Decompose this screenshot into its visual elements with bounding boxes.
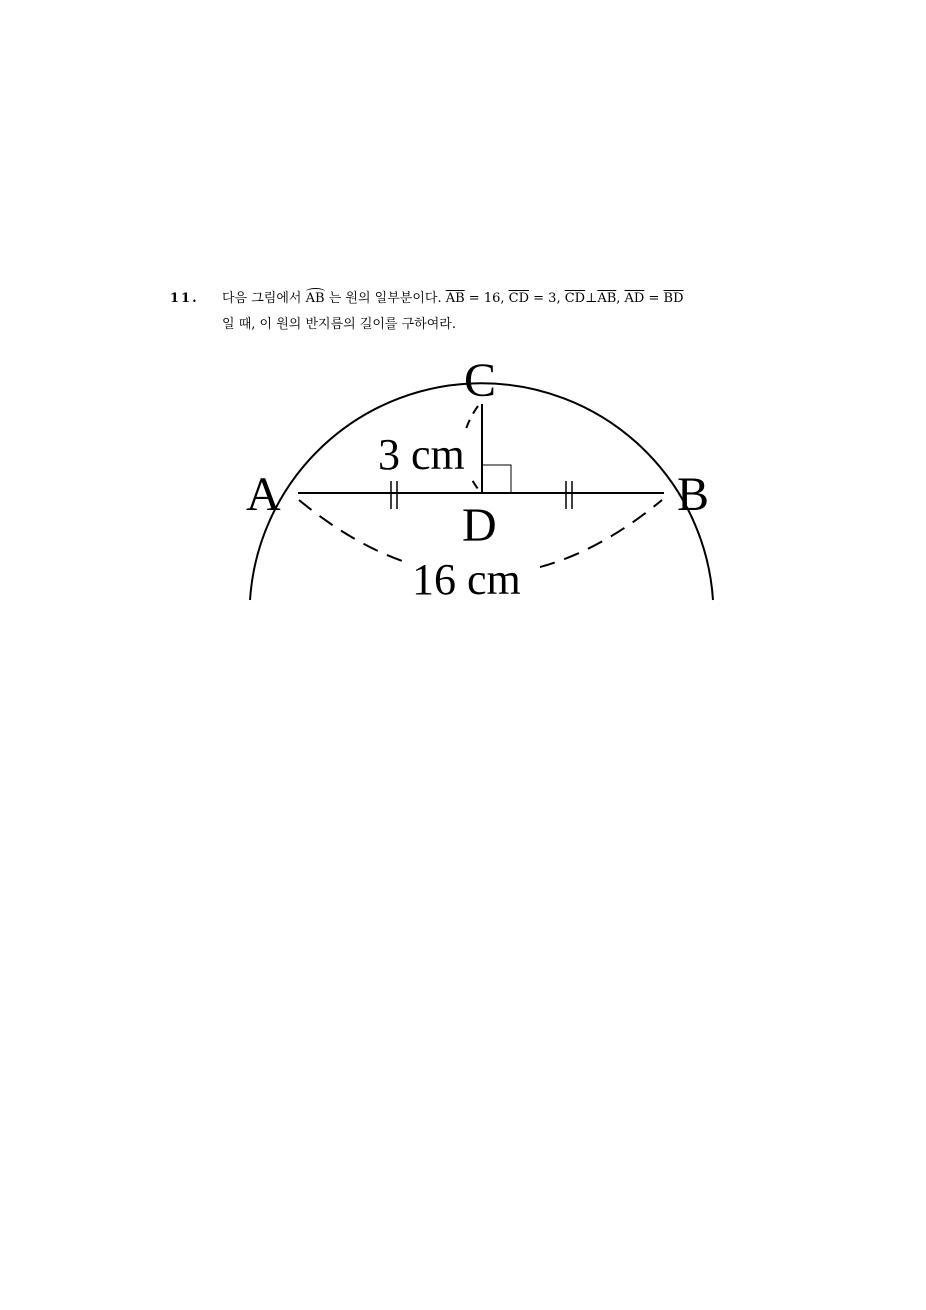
problem-number: 11. (170, 291, 199, 306)
problem-line-2: 일 때, 이 원의 반지름의 길이를 구하여라. (222, 317, 456, 332)
segment-ab-notation: $\overline{AB}$ (445, 291, 465, 306)
text-segment: 다음 그림에서 (222, 291, 306, 306)
text-segment: 는 원의 일부분이다. (324, 291, 446, 306)
segment-cd-notation-2: $\overline{CD}$ (564, 291, 586, 306)
segment-ab-notation-2: $\overline{AB}$ (597, 291, 617, 306)
perpendicular-symbol: ⊥ (585, 291, 598, 306)
text-segment: = 16, (464, 291, 509, 306)
right-angle-mark (482, 465, 511, 493)
cd-length-label: 3 cm (378, 430, 465, 479)
point-label-d: D (462, 499, 497, 552)
point-label-c: C (464, 354, 497, 407)
point-label-b: B (677, 468, 710, 521)
equal-tick-right (566, 481, 572, 509)
text-segment: , (616, 291, 625, 306)
segment-bd-notation: $\overline{BD}$ (663, 291, 684, 306)
equal-tick-left (391, 481, 397, 509)
segment-cd-notation: $\overline{CD}$ (508, 291, 530, 306)
text-segment: = (644, 291, 664, 306)
ab-length-label: 16 cm (412, 555, 521, 604)
segment-ad-notation: $\overline{AD}$ (624, 291, 645, 306)
point-label-a: A (246, 468, 281, 521)
text-segment: = 3, (529, 291, 565, 306)
arc-ab-notation: AB (306, 286, 325, 312)
